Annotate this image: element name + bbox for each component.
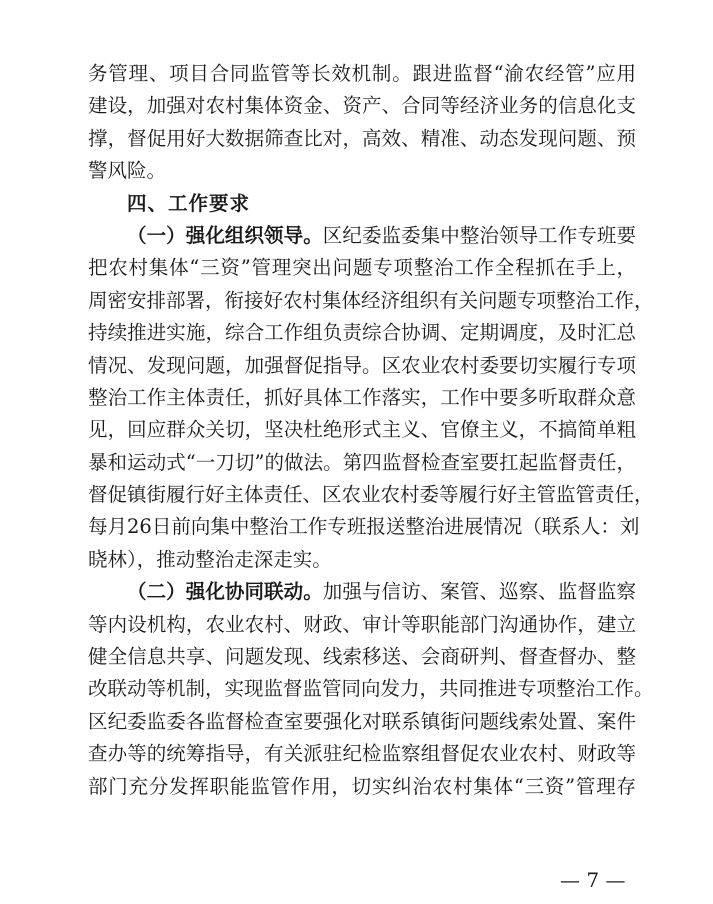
paragraph-line: 督促镇街履行好主体责任、区农业农村委等履行好主管监管责任， [88,483,654,507]
paragraph-line: 务管理、项目合同监管等长效机制。跟进监督“渝农经管”应用 [88,62,636,85]
paragraph-line: 部门充分发挥职能监管作用，切实纠治农村集体“三资”管理存 [88,774,636,798]
paragraph-line: 暴和运动式“一刀切”的做法。第四监督检查室要扛起监督责任， [88,450,636,474]
paragraph-line: 建设，加强对农村集体资金、资产、合同等经济业务的信息化支 [88,94,636,118]
paragraph-line: 健全信息共享、问题发现、线索移送、会商研判、督查督办、整 [88,645,636,669]
item-lead: （一）强化组织领导。 [127,223,323,247]
paragraph-line: 每月26日前向集中整治工作专班报送整治进展情况（联系人：刘 [88,515,640,539]
paragraph-line: 持续推进实施，综合工作组负责综合协调、定期调度，及时汇总 [88,321,636,345]
paragraph-line: 情况、发现问题，加强督促指导。区农业农村委要切实履行专项 [88,353,636,377]
item-first-line [88,576,636,608]
item-lead: （二）强化协同联动。 [127,580,323,604]
document-body [88,58,654,803]
paragraph-line: 撑，督促用好大数据筛查比对，高效、精准、动态发现问题、预 [88,126,636,150]
paragraph-line: 查办等的统筹指导，有关派驻纪检监察组督促农业农村、财政等 [88,742,636,766]
paragraph-line: 警风险。 [88,159,167,183]
item-first-line-text: 加强与信访、案管、巡察、监督监察 [322,580,636,604]
page-number: — 7 — [560,868,626,892]
paragraph-line: 改联动等机制，实现监督监管同向发力，共同推进专项整治工作。 [88,677,654,701]
paragraph-line: 把农村集体“三资”管理突出问题专项整治工作全程抓在手上， [88,256,636,280]
section-heading: 四、工作要求 [127,191,251,215]
paragraph-line: 等内设机构，农业农村、财政、审计等职能部门沟通协作，建立 [88,612,636,636]
paragraph-line: 周密安排部署，衔接好农村集体经济组织有关问题专项整治工作， [88,288,654,312]
paragraph-line: 见，回应群众关切，坚决杜绝形式主义、官僚主义，不搞简单粗 [88,418,636,442]
item-first-line [88,220,636,252]
item-first-line-text: 区纪委监委集中整治领导工作专班要 [322,223,636,247]
paragraph-line: 晓林），推动整治走深走实。 [88,547,332,571]
paragraph-line: 整治工作主体责任，抓好具体工作落实，工作中要多听取群众意 [88,385,636,409]
paragraph-line: 区纪委监委各监督检查室要强化对联系镇街问题线索处置、案件 [88,709,636,733]
